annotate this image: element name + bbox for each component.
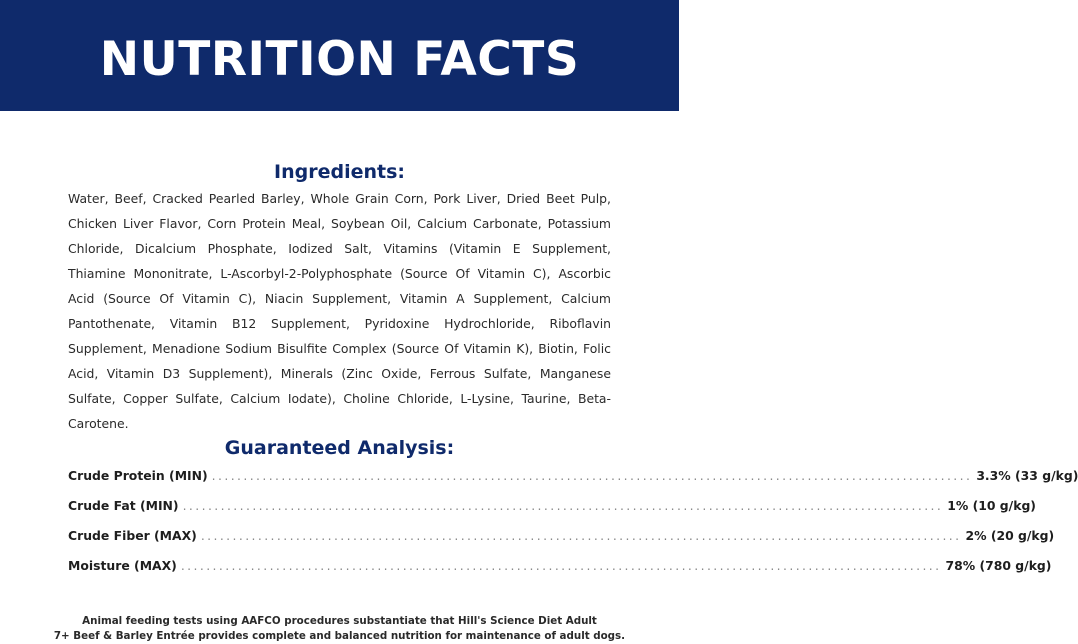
header-banner	[0, 0, 679, 111]
guaranteed-analysis-heading: Guaranteed Analysis:	[224, 437, 455, 459]
aafco-statement-line-2: 7+ Beef & Barley Entrée provides complete and balanced nutrition for maintenance of adult dogs.	[53, 630, 626, 642]
aafco-statement-line-1: Animal feeding tests using AAFCO procedures substantiate that Hill's Science Diet Adult	[82, 615, 597, 627]
analysis-label: Crude Fat (MIN)	[68, 498, 179, 513]
ingredients-heading: Ingredients:	[274, 161, 405, 183]
analysis-value: 2% (20 g/kg)	[965, 528, 1055, 543]
dot-leader: ........................................................................................................................	[211, 468, 973, 483]
guaranteed-analysis-table	[68, 468, 1078, 588]
analysis-label: Moisture (MAX)	[68, 558, 177, 573]
dot-leader: ........................................................................................................................	[180, 558, 942, 573]
page-title: NUTRITION FACTS	[99, 32, 580, 87]
analysis-label: Crude Fiber (MAX)	[68, 528, 197, 543]
analysis-row-crude-fat	[68, 498, 1036, 528]
analysis-row-moisture	[68, 558, 1052, 588]
analysis-label: Crude Protein (MIN)	[68, 468, 208, 483]
analysis-value: 1% (10 g/kg)	[947, 498, 1036, 513]
dot-leader: ........................................................................................................................	[200, 528, 962, 543]
analysis-value: 3.3% (33 g/kg)	[976, 468, 1078, 483]
analysis-row-crude-protein	[68, 468, 1078, 498]
analysis-value: 78% (780 g/kg)	[945, 558, 1052, 573]
dot-leader: ........................................................................................................................	[182, 498, 944, 513]
analysis-row-crude-fiber	[68, 528, 1055, 558]
aafco-statement	[0, 614, 679, 644]
ingredients-text: Water, Beef, Cracked Pearled Barley, Whole Grain Corn, Pork Liver, Dried Beet Pulp, Chicken Liver Flavor, Corn Protein Meal, Soybean Oil, Calcium Carbonate, Potassium Chloride, Dicalcium Phosphate, Iodized Salt, Vitamins (Vitamin E Supplement, Thiamine Mononitrate, L-Ascorbyl-2-Polyphosphate (Source Of Vitamin C), Ascorbic Acid (Source Of Vitamin C), Niacin Supplement, Vitamin A Supplement, Calcium Pantothenate, Vitamin B12 Supplement, Pyridoxine Hydrochloride, Riboflavin Supplement, Menadione Sodium Bisulfite Complex (Source Of Vitamin K), Biotin, Folic Acid, Vitamin D3 Supplement), Minerals (Zinc Oxide, Ferrous Sulfate, Manganese Sulfate, Copper Sulfate, Calcium Iodate), Choline Chloride, L-Lysine, Taurine, Beta-Carotene.	[68, 191, 611, 431]
